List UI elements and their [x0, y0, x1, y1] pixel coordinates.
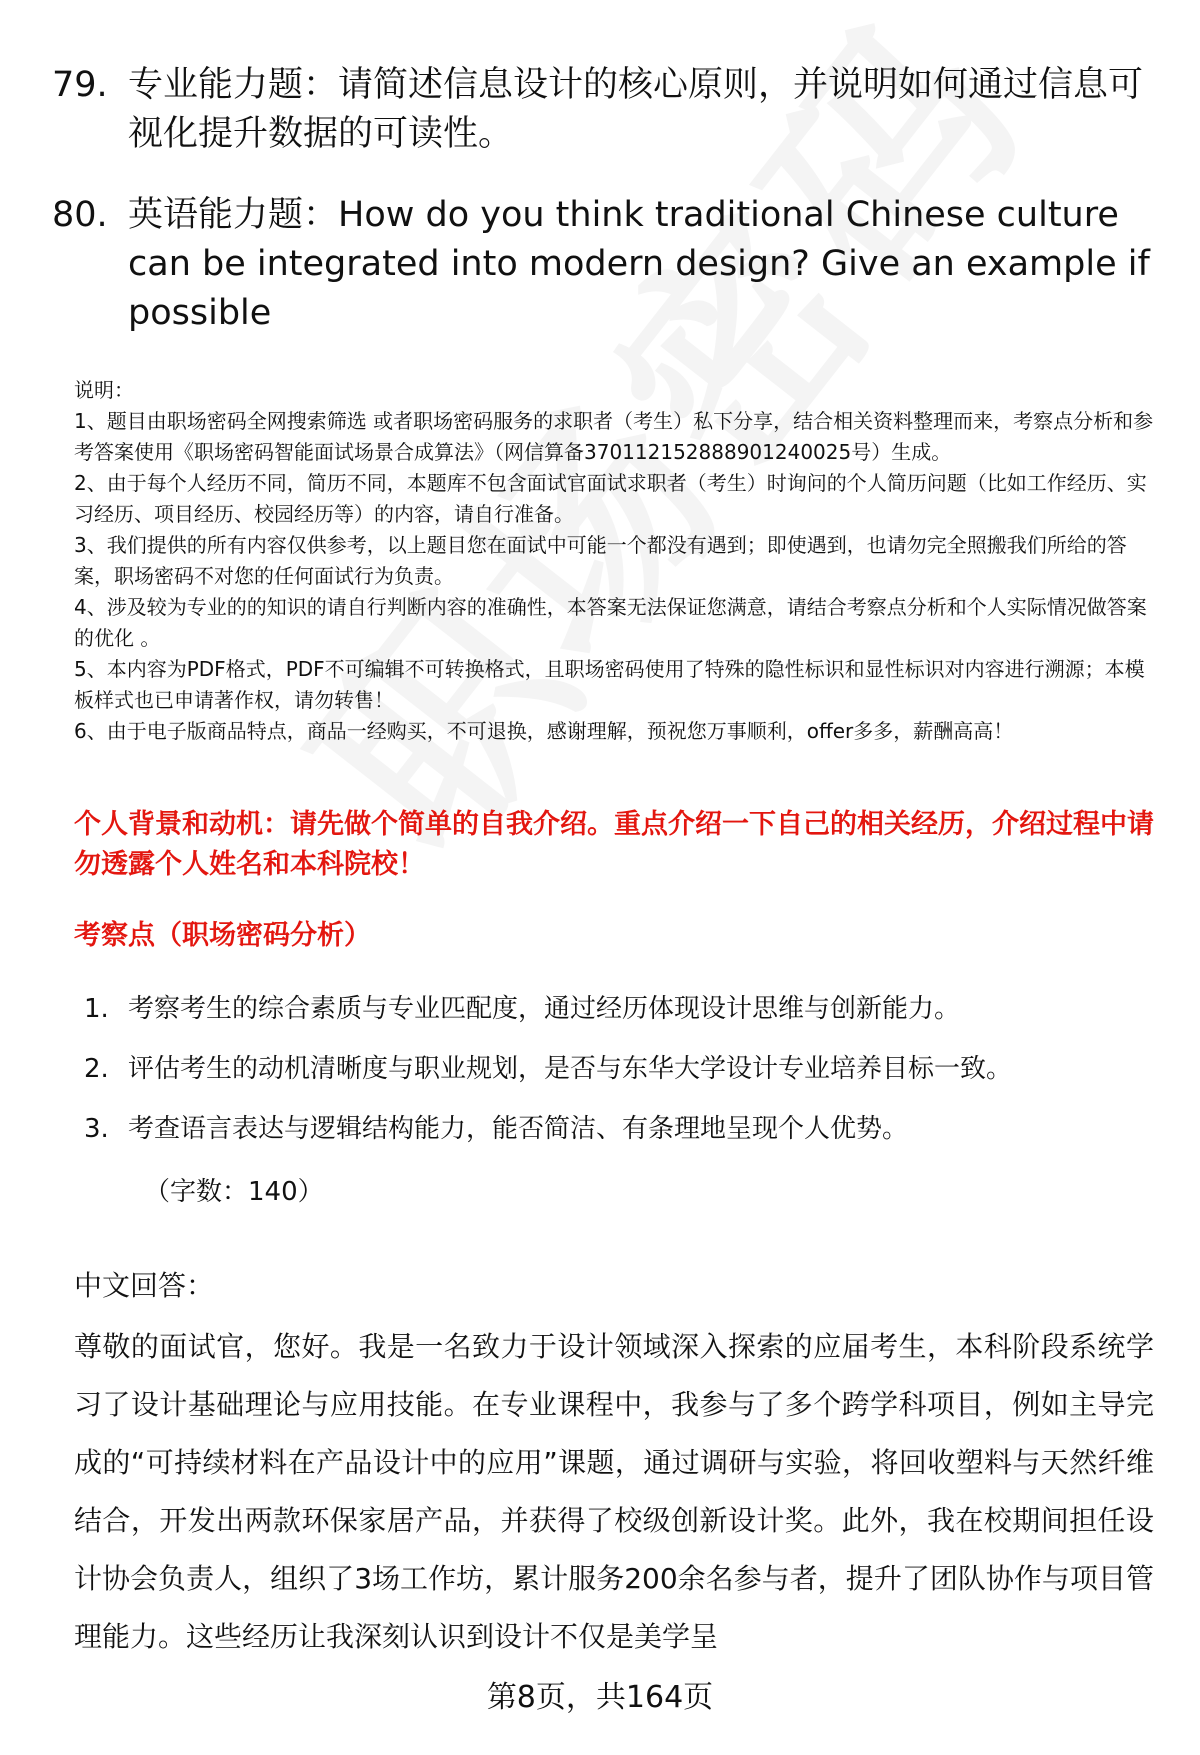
point-text: 评估考生的动机清晰度与职业规划，是否与东华大学设计专业培养目标一致。: [128, 1054, 1013, 1084]
answer-label: 中文回答：: [74, 1269, 215, 1302]
question-text: 专业能力题：请简述信息设计的核心原则，并说明如何通过信息可视化提升数据的可读性。: [128, 65, 1144, 154]
point-text: 考察考生的综合素质与专业匹配度，通过经历体现设计思维与创新能力。: [128, 994, 961, 1024]
note-item: 3、我们提供的所有内容仅供参考，以上题目您在面试中可能一个都没有遇到；即使遇到，也请勿完全照搬我们所给的答案，职场密码不对您的任何面试行为负责。: [74, 533, 1127, 588]
notes-title: 说明：: [74, 378, 134, 402]
background-question-heading: 个人背景和动机：请先做个简单的自我介绍。重点介绍一下自己的相关经历，介绍过程中请勿透露个人姓名和本科院校！: [74, 809, 1154, 880]
list-item: [84, 1052, 1164, 1086]
note-item: 1、题目由职场密码全网搜索筛选 或者职场密码服务的求职者（考生）私下分享，结合相关资料整理而来，考察点分析和参考答案使用《职场密码智能面试场景合成算法》（网信算备370112152888901240025号）生成。: [74, 409, 1154, 464]
assessment-points-list: [84, 992, 1164, 1172]
point-text: 考查语言表达与逻辑结构能力，能否简洁、有条理地呈现个人优势。: [128, 1114, 909, 1144]
question-text: 英语能力题：How do you think traditional Chinese culture can be integrated into modern design? Give an example if possible: [128, 195, 1150, 333]
question-number: 80.: [52, 195, 108, 235]
question-79: [52, 61, 1162, 159]
notes-section: [74, 375, 1160, 747]
note-item: 2、由于每个人经历不同，简历不同，本题库不包含面试官面试求职者（考生）时询问的个人简历问题（比如工作经历、实习经历、项目经历、校园经历等）的内容，请自行准备。: [74, 471, 1147, 526]
assessment-points-heading: 考察点（职场密码分析）: [74, 920, 371, 951]
page-footer: 第8页，共164页: [486, 1680, 714, 1715]
question-number: 79.: [52, 65, 108, 105]
point-number: 2.: [84, 1054, 109, 1084]
word-count: （字数：140）: [144, 1177, 324, 1207]
question-80: [52, 191, 1162, 338]
point-number: 1.: [84, 994, 109, 1024]
point-number: 3.: [84, 1114, 109, 1144]
note-item: 6、由于电子版商品特点，商品一经购买，不可退换，感谢理解，预祝您万事顺利，offer多多，薪酬高高！: [74, 719, 1014, 743]
answer-text: 尊敬的面试官，您好。我是一名致力于设计领域深入探索的应届考生，本科阶段系统学习了设计基础理论与应用技能。在专业课程中，我参与了多个跨学科项目，例如主导完成的“可持续材料在产品设计中的应用”课题，通过调研与实验，将回收塑料与天然纤维结合，开发出两款环保家居产品，并获得了校级创新设计奖。此外，我在校期间担任设计协会负责人，组织了3场工作坊，累计服务200余名参与者，提升了团队协作与项目管理能力。这些经历让我深刻认识到设计不仅是美学呈: [74, 1330, 1154, 1653]
list-item: [84, 992, 1164, 1026]
note-item: 4、涉及较为专业的的知识的请自行判断内容的准确性，本答案无法保证您满意，请结合考察点分析和个人实际情况做答案的优化 。: [74, 595, 1147, 650]
list-item: [84, 1112, 1164, 1146]
note-item: 5、本内容为PDF格式，PDF不可编辑不可转换格式，且职场密码使用了特殊的隐性标识和显性标识对内容进行溯源；本模板样式也已申请著作权，请勿转售！: [74, 657, 1145, 712]
